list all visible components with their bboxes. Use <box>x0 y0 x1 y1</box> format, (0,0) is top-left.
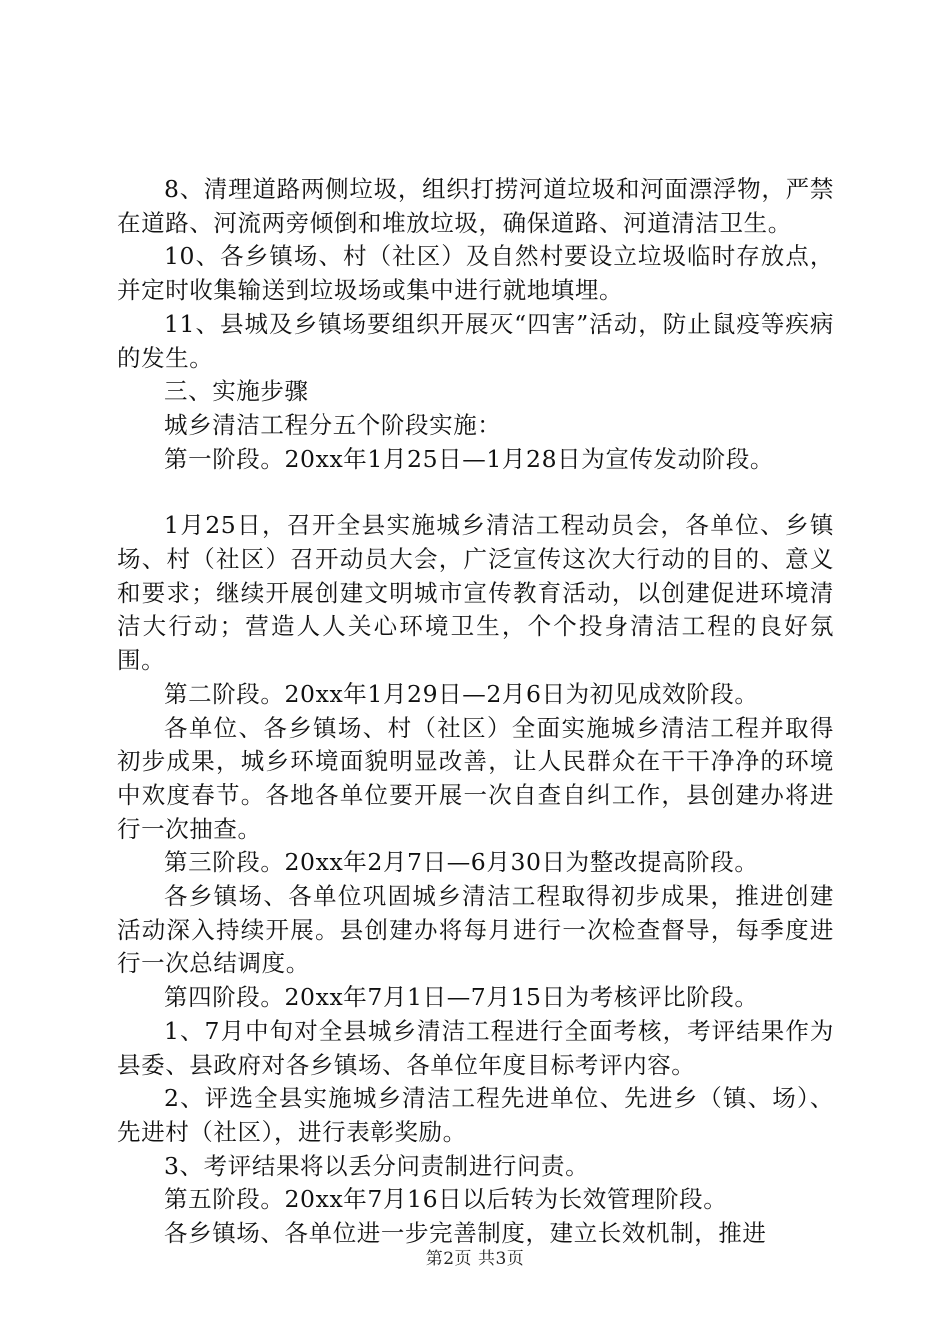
page-number-footer: 第2页 共3页 <box>425 1249 525 1269</box>
stage-heading: 第二阶段。20xx年1月29日—2月6日为初见成效阶段。 <box>164 679 759 708</box>
list-item: 1、7月中旬对全县城乡清洁工程进行全面考核，考评结果作为县委、县政府对各乡镇场、各单位年度目标考评内容。 <box>117 1016 834 1079</box>
stage-heading: 第三阶段。20xx年2月7日—6月30日为整改提高阶段。 <box>164 848 759 877</box>
paragraph: 10、各乡镇场、村（社区）及自然村要设立垃圾临时存放点，并定时收集输送到垃圾场或集中进行就地填埋。 <box>117 242 834 305</box>
paragraph: 各乡镇场、各单位进一步完善制度，建立长效机制，推进 <box>164 1219 767 1248</box>
paragraph: 各乡镇场、各单位巩固城乡清洁工程取得初步成果，推进创建活动深入持续开展。县创建办将每月进行一次检查督导，每季度进行一次总结调度。 <box>117 882 834 978</box>
paragraph: 8、清理道路两侧垃圾，组织打捞河道垃圾和河面漂浮物，严禁在道路、河流两旁倾倒和堆放垃圾，确保道路、河道清洁卫生。 <box>117 175 834 237</box>
stage-heading: 第四阶段。20xx年7月1日—7月15日为考核评比阶段。 <box>164 983 759 1012</box>
blank-line <box>117 476 834 509</box>
paragraph: 11、县城及乡镇场要组织开展灭“四害”活动，防止鼠疫等疾病的发生。 <box>117 309 834 372</box>
stage-heading: 第一阶段。20xx年1月25日—1月28日为宣传发动阶段。 <box>164 444 775 473</box>
list-item: 2、评选全县实施城乡清洁工程先进单位、先进乡（镇、场）、先进村（社区），进行表彰奖励。 <box>117 1084 834 1146</box>
paragraph: 1月25日，召开全县实施城乡清洁工程动员会，各单位、乡镇场、村（社区）召开动员大会，广泛宣传这次大行动的目的、意义和要求；继续开展创建文明城市宣传教育活动，以创建促进环境清洁大行动；营造人人关心环境卫生，个个投身清洁工程的良好氛围。 <box>117 511 834 675</box>
paragraph: 城乡清洁工程分五个阶段实施： <box>164 410 502 439</box>
document-body <box>117 173 834 1251</box>
section-heading: 三、实施步骤 <box>164 377 309 406</box>
list-item: 3、考评结果将以丢分问责制进行问责。 <box>164 1151 590 1180</box>
stage-heading: 第五阶段。20xx年7月16日以后转为长效管理阶段。 <box>164 1185 728 1214</box>
paragraph: 各单位、各乡镇场、村（社区）全面实施城乡清洁工程并取得初步成果，城乡环境面貌明显改善，让人民群众在干干净净的环境中欢度春节。各地各单位要开展一次自查自纠工作，县创建办将进行一次抽查。 <box>117 713 834 843</box>
